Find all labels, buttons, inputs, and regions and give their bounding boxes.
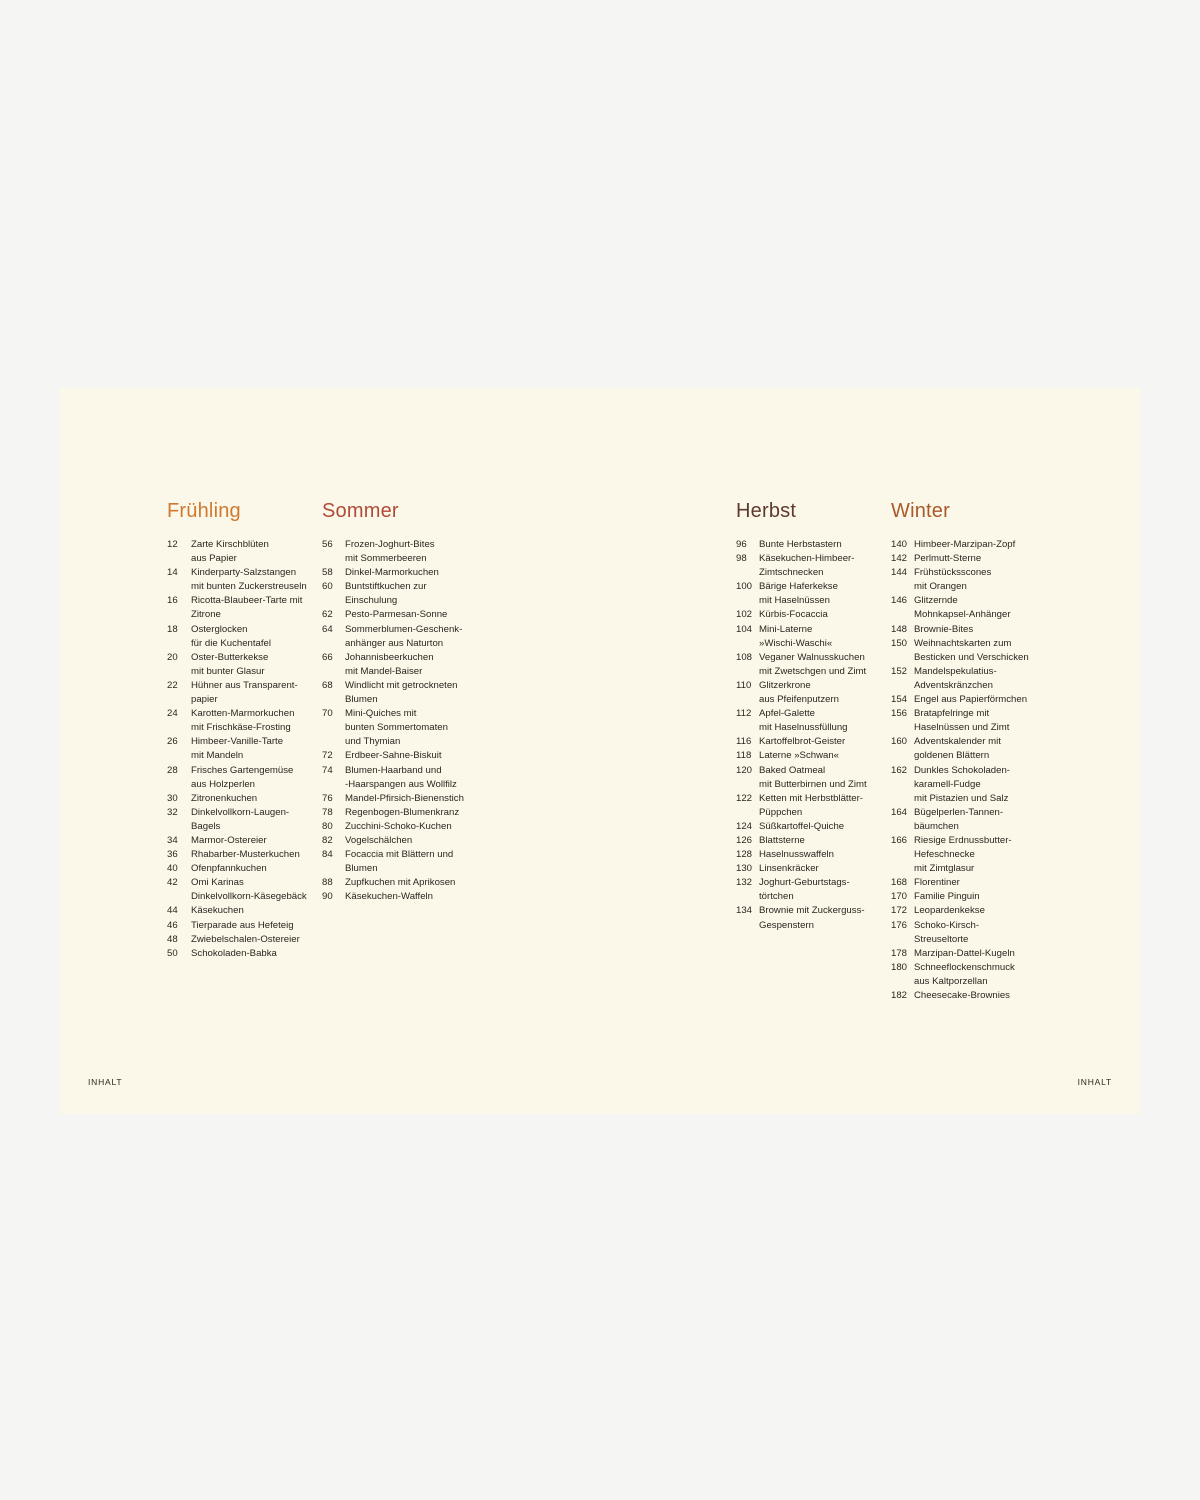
toc-entry — [891, 693, 1029, 707]
toc-page-number: 124 — [736, 820, 753, 832]
toc-entry-title: Weihnachtskarten zum Besticken und Verschicken — [914, 637, 1029, 663]
toc-list-fruehling — [167, 538, 307, 961]
toc-entry — [167, 679, 307, 707]
toc-entry-title: Ricotta-Blaubeer-Tarte mit Zitrone — [191, 595, 303, 621]
toc-entry-title: Schoko-Kirsch- Streuseltorte — [914, 919, 980, 945]
toc-entry — [891, 919, 1029, 947]
toc-entry-title: Ofenpfannkuchen — [191, 863, 267, 875]
toc-entry — [891, 623, 1029, 637]
toc-page-number: 150 — [891, 637, 908, 649]
toc-entry — [891, 806, 1029, 834]
toc-page-number: 142 — [891, 553, 908, 565]
toc-page-number: 46 — [167, 919, 178, 931]
toc-entry-title: Pesto-Parmesan-Sonne — [345, 609, 448, 621]
toc-entry — [322, 679, 464, 707]
toc-page-number: 22 — [167, 679, 178, 691]
toc-entry — [891, 665, 1029, 693]
toc-entry — [891, 707, 1029, 735]
toc-entry-title: Brownie mit Zuckerguss- Gespenstern — [759, 905, 865, 931]
toc-entry — [736, 904, 867, 932]
toc-entry-title: Tierparade aus Hefeteig — [191, 919, 294, 931]
section-title-sommer: Sommer — [322, 500, 399, 522]
toc-entry-title: Windlicht mit getrockneten Blumen — [345, 679, 458, 706]
toc-page-number: 90 — [322, 891, 333, 903]
toc-page-number: 130 — [736, 863, 753, 875]
toc-page-number: 146 — [891, 595, 908, 607]
toc-page-number: 82 — [322, 834, 333, 846]
toc-page-number: 72 — [322, 750, 333, 762]
section-title-fruehling: Frühling — [167, 500, 241, 522]
toc-entry-title: Kartoffelbrot-Geister — [759, 736, 846, 748]
toc-entry — [736, 749, 867, 763]
toc-entry — [891, 876, 1029, 890]
toc-page-number: 24 — [167, 708, 178, 720]
toc-entry — [167, 566, 307, 594]
toc-entry — [167, 707, 307, 735]
toc-entry — [736, 679, 867, 707]
toc-entry-title: Baked Oatmeal mit Butterbirnen und Zimt — [759, 764, 867, 790]
toc-entry — [167, 806, 307, 834]
toc-entry-title: Vogelschälchen — [345, 834, 413, 846]
toc-entry — [736, 651, 867, 679]
toc-entry-title: Johannisbeerkuchen mit Mandel-Baiser — [345, 651, 434, 677]
footer-label-right: INHALT — [1077, 1077, 1112, 1087]
toc-entry-title: Erdbeer-Sahne-Biskuit — [345, 750, 442, 762]
toc-entry-title: Brownie-Bites — [914, 623, 974, 635]
toc-entry — [322, 580, 464, 608]
toc-entry — [891, 637, 1029, 665]
toc-page-number: 172 — [891, 905, 908, 917]
toc-page-number: 18 — [167, 623, 178, 635]
toc-page-number: 176 — [891, 919, 908, 931]
toc-entry — [891, 989, 1029, 1003]
toc-entry — [891, 834, 1029, 876]
section-herbst — [736, 498, 867, 933]
toc-page-number: 70 — [322, 708, 333, 720]
toc-entry-title: Omi Karinas Dinkelvollkorn-Käsegebäck — [191, 877, 307, 903]
toc-page-number: 108 — [736, 651, 753, 663]
toc-entry — [736, 834, 867, 848]
toc-entry — [736, 862, 867, 876]
toc-page-number: 28 — [167, 764, 178, 776]
toc-entry — [322, 651, 464, 679]
toc-entry-title: Schneeflockenschmuck aus Kaltporzellan — [914, 961, 1015, 987]
toc-entry-title: Bärige Haferkekse mit Haselnüssen — [759, 581, 838, 607]
toc-entry-title: Buntstiftkuchen zur Einschulung — [345, 581, 427, 607]
toc-entry — [736, 538, 867, 552]
toc-page-number: 44 — [167, 905, 178, 917]
toc-entry — [167, 764, 307, 792]
toc-page-number: 152 — [891, 665, 908, 677]
toc-list-herbst — [736, 538, 867, 933]
toc-page-number: 32 — [167, 806, 178, 818]
toc-page-number: 64 — [322, 623, 333, 635]
toc-entry-title: Bügelperlen-Tannen- bäumchen — [914, 806, 1004, 832]
toc-entry — [891, 890, 1029, 904]
toc-entry-title: Karotten-Marmorkuchen mit Frischkäse-Frosting — [191, 708, 295, 734]
toc-entry-title: Hühner aus Transparent- papier — [191, 679, 298, 706]
toc-entry-title: Frozen-Joghurt-Bites mit Sommerbeeren — [345, 539, 435, 565]
toc-page-number: 40 — [167, 863, 178, 875]
toc-entry — [891, 904, 1029, 918]
toc-entry-title: Oster-Butterkekse mit bunter Glasur — [191, 651, 269, 677]
toc-entry — [322, 566, 464, 580]
toc-page-number: 34 — [167, 834, 178, 846]
toc-entry-title: Zucchini-Schoko-Kuchen — [345, 820, 452, 832]
toc-entry — [322, 876, 464, 890]
section-title-winter: Winter — [891, 500, 950, 522]
toc-entry-title: Veganer Walnusskuchen mit Zwetschgen und Zimt — [759, 651, 867, 677]
toc-entry-title: Marmor-Ostereier — [191, 834, 267, 846]
toc-entry-title: Schokoladen-Babka — [191, 947, 277, 959]
toc-page-number: 36 — [167, 849, 178, 861]
toc-entry-title: Mandelspekulatius- Adventskränzchen — [914, 665, 997, 691]
toc-entry — [322, 707, 464, 749]
toc-page-number: 56 — [322, 539, 333, 550]
toc-entry-title: Linsenkräcker — [759, 863, 819, 875]
toc-entry-title: Adventskalender mit goldenen Blättern — [914, 736, 1001, 762]
toc-page-number: 74 — [322, 764, 333, 776]
toc-list-winter — [891, 538, 1029, 1003]
toc-page-number: 132 — [736, 877, 753, 889]
toc-entry — [736, 876, 867, 904]
toc-entry — [322, 820, 464, 834]
toc-entry — [736, 764, 867, 792]
toc-page-number: 58 — [322, 567, 333, 579]
toc-entry-title: Himbeer-Vanille-Tarte mit Mandeln — [191, 736, 284, 762]
toc-list-sommer — [322, 538, 464, 904]
toc-entry — [322, 890, 464, 904]
book-spread — [60, 388, 1140, 1114]
toc-page-number: 156 — [891, 708, 908, 720]
toc-entry-title: Frühstücksscones mit Orangen — [914, 567, 992, 593]
toc-page-number: 80 — [322, 820, 333, 832]
toc-entry-title: Sommerblumen-Geschenk- anhänger aus Naturton — [345, 623, 463, 649]
toc-page-number: 140 — [891, 539, 908, 550]
toc-entry-title: Zupfkuchen mit Aprikosen — [345, 877, 456, 889]
toc-page-number: 128 — [736, 849, 753, 861]
toc-page-number: 96 — [736, 539, 747, 550]
toc-entry — [736, 608, 867, 622]
toc-page-number: 48 — [167, 933, 178, 945]
toc-entry — [167, 947, 307, 961]
toc-entry-title: Riesige Erdnussbutter- Hefeschnecke mit Zimtglasur — [914, 834, 1012, 875]
toc-page-number: 164 — [891, 806, 908, 818]
toc-entry — [891, 735, 1029, 763]
section-winter — [891, 498, 1029, 1003]
toc-entry — [736, 552, 867, 580]
toc-page-number: 148 — [891, 623, 908, 635]
toc-entry — [322, 834, 464, 848]
toc-entry-title: Perlmutt-Sterne — [914, 553, 982, 565]
toc-entry-title: Kürbis-Focaccia — [759, 609, 828, 621]
toc-entry-title: Zitronenkuchen — [191, 792, 258, 804]
toc-entry-title: Apfel-Galette mit Haselnussfüllung — [759, 708, 848, 734]
toc-page-number: 88 — [322, 877, 333, 889]
toc-page-number: 166 — [891, 834, 908, 846]
toc-page-number: 168 — [891, 877, 908, 889]
toc-page-number: 170 — [891, 891, 908, 903]
toc-page-number: 60 — [322, 581, 333, 593]
toc-entry — [736, 735, 867, 749]
toc-entry — [167, 735, 307, 763]
toc-entry-title: Marzipan-Dattel-Kugeln — [914, 947, 1015, 959]
toc-page-number: 116 — [736, 736, 752, 748]
toc-entry-title: Rhabarber-Musterkuchen — [191, 849, 300, 861]
footer-label-left: INHALT — [88, 1077, 123, 1087]
toc-page-number: 134 — [736, 905, 753, 917]
toc-page-number: 120 — [736, 764, 753, 776]
toc-page-number: 144 — [891, 567, 908, 579]
toc-page-number: 42 — [167, 877, 178, 889]
section-title-herbst: Herbst — [736, 500, 797, 522]
toc-entry — [167, 919, 307, 933]
toc-entry — [322, 764, 464, 792]
toc-page-number: 30 — [167, 792, 178, 804]
toc-entry — [167, 834, 307, 848]
toc-entry — [167, 876, 307, 904]
toc-entry-title: Mandel-Pfirsich-Bienenstich — [345, 792, 464, 804]
right-page — [600, 388, 1140, 1114]
toc-page-number: 68 — [322, 679, 333, 691]
toc-entry — [736, 792, 867, 820]
toc-entry-title: Glitzernde Mohnkapsel-Anhänger — [914, 595, 1011, 621]
toc-entry-title: Leopardenkekse — [914, 905, 985, 917]
toc-entry — [322, 749, 464, 763]
toc-entry-title: Blattsterne — [759, 834, 805, 846]
toc-page-number: 78 — [322, 806, 333, 818]
toc-entry-title: Engel aus Papierförmchen — [914, 694, 1028, 706]
toc-entry-title: Zarte Kirschblüten aus Papier — [191, 539, 269, 565]
toc-page-number: 16 — [167, 595, 178, 607]
toc-entry-title: Mini-Quiches mit bunten Sommertomaten und Thymian — [345, 708, 448, 748]
toc-entry — [167, 623, 307, 651]
toc-entry-title: Familie Pinguin — [914, 891, 980, 903]
toc-entry-title: Bratapfelringe mit Haselnüssen und Zimt — [914, 708, 1010, 734]
toc-entry — [736, 820, 867, 834]
toc-entry-title: Osterglocken für die Kuchentafel — [191, 623, 272, 649]
toc-entry-title: Kinderparty-Salzstangen mit bunten Zuckerstreuseln — [191, 567, 307, 593]
toc-entry — [167, 538, 307, 566]
toc-entry — [167, 792, 307, 806]
toc-page-number: 84 — [322, 849, 333, 861]
toc-entry — [322, 792, 464, 806]
toc-page-number: 98 — [736, 553, 747, 565]
toc-page-number: 160 — [891, 736, 908, 748]
toc-entry — [167, 848, 307, 862]
toc-page-number: 14 — [167, 567, 178, 579]
toc-page-number: 62 — [322, 609, 333, 621]
toc-entry-title: Glitzerkrone aus Pfeifenputzern — [759, 679, 840, 706]
toc-entry — [167, 933, 307, 947]
toc-entry-title: Joghurt-Geburtstags- törtchen — [759, 877, 850, 903]
section-sommer — [322, 498, 464, 904]
toc-entry-title: Florentiner — [914, 877, 960, 889]
toc-page-number: 104 — [736, 623, 753, 635]
toc-entry — [891, 764, 1029, 806]
left-page — [60, 388, 600, 1114]
toc-entry — [167, 651, 307, 679]
toc-page-number: 50 — [167, 947, 178, 959]
toc-entry — [322, 608, 464, 622]
toc-entry-title: Zwiebelschalen-Ostereier — [191, 933, 300, 945]
toc-entry — [322, 848, 464, 876]
toc-entry-title: Frisches Gartengemüse aus Holzperlen — [191, 764, 294, 790]
toc-entry-title: Cheesecake-Brownies — [914, 990, 1010, 1001]
toc-page-number: 102 — [736, 609, 753, 621]
toc-entry — [736, 580, 867, 608]
toc-page-number: 122 — [736, 792, 753, 804]
toc-entry — [322, 623, 464, 651]
toc-entry-title: Regenbogen-Blumenkranz — [345, 806, 460, 818]
toc-entry — [736, 623, 867, 651]
toc-entry-title: Bunte Herbstastern — [759, 539, 842, 550]
toc-entry-title: Blumen-Haarband und -Haarspangen aus Wollfilz — [345, 764, 457, 790]
toc-entry-title: Haselnusswaffeln — [759, 849, 835, 861]
toc-page-number: 110 — [736, 679, 752, 691]
toc-entry — [322, 538, 464, 566]
toc-page-number: 162 — [891, 764, 908, 776]
toc-entry — [891, 538, 1029, 552]
toc-entry-title: Dunkles Schokoladen- karamell-Fudge mit Pistazien und Salz — [914, 764, 1010, 804]
toc-page-number: 154 — [891, 694, 908, 706]
toc-entry-title: Dinkel-Marmorkuchen — [345, 567, 439, 579]
toc-page-number: 118 — [736, 750, 752, 762]
toc-page-number: 76 — [322, 792, 333, 804]
toc-entry — [322, 806, 464, 820]
toc-entry — [891, 566, 1029, 594]
toc-page-number: 20 — [167, 651, 178, 663]
toc-entry-title: Käsekuchen-Himbeer- Zimtschnecken — [759, 553, 855, 579]
toc-page-number: 180 — [891, 961, 908, 973]
toc-page-number: 182 — [891, 990, 908, 1001]
toc-page-number: 12 — [167, 539, 178, 550]
toc-page-number: 26 — [167, 736, 178, 748]
toc-entry-title: Mini-Laterne »Wischi-Waschi« — [759, 623, 833, 649]
toc-entry — [891, 961, 1029, 989]
toc-page-number: 112 — [736, 708, 752, 720]
toc-entry — [167, 904, 307, 918]
toc-entry — [167, 594, 307, 622]
toc-page-number: 178 — [891, 947, 908, 959]
toc-entry — [167, 862, 307, 876]
toc-entry-title: Käsekuchen — [191, 905, 244, 917]
toc-entry-title: Himbeer-Marzipan-Zopf — [914, 539, 1016, 550]
toc-page-number: 100 — [736, 581, 753, 593]
toc-page-number: 126 — [736, 834, 753, 846]
toc-entry — [736, 848, 867, 862]
toc-entry-title: Focaccia mit Blättern und Blumen — [345, 849, 454, 875]
toc-entry-title: Ketten mit Herbstblätter- Püppchen — [759, 792, 863, 818]
toc-entry — [891, 552, 1029, 566]
toc-entry — [736, 707, 867, 735]
toc-entry — [891, 947, 1029, 961]
toc-entry — [891, 594, 1029, 622]
toc-page-number: 66 — [322, 651, 333, 663]
toc-entry-title: Süßkartoffel-Quiche — [759, 820, 845, 832]
section-fruehling — [167, 498, 307, 961]
toc-entry-title: Dinkelvollkorn-Laugen- Bagels — [191, 806, 290, 832]
toc-entry-title: Käsekuchen-Waffeln — [345, 891, 433, 903]
toc-entry-title: Laterne »Schwan« — [759, 750, 840, 762]
